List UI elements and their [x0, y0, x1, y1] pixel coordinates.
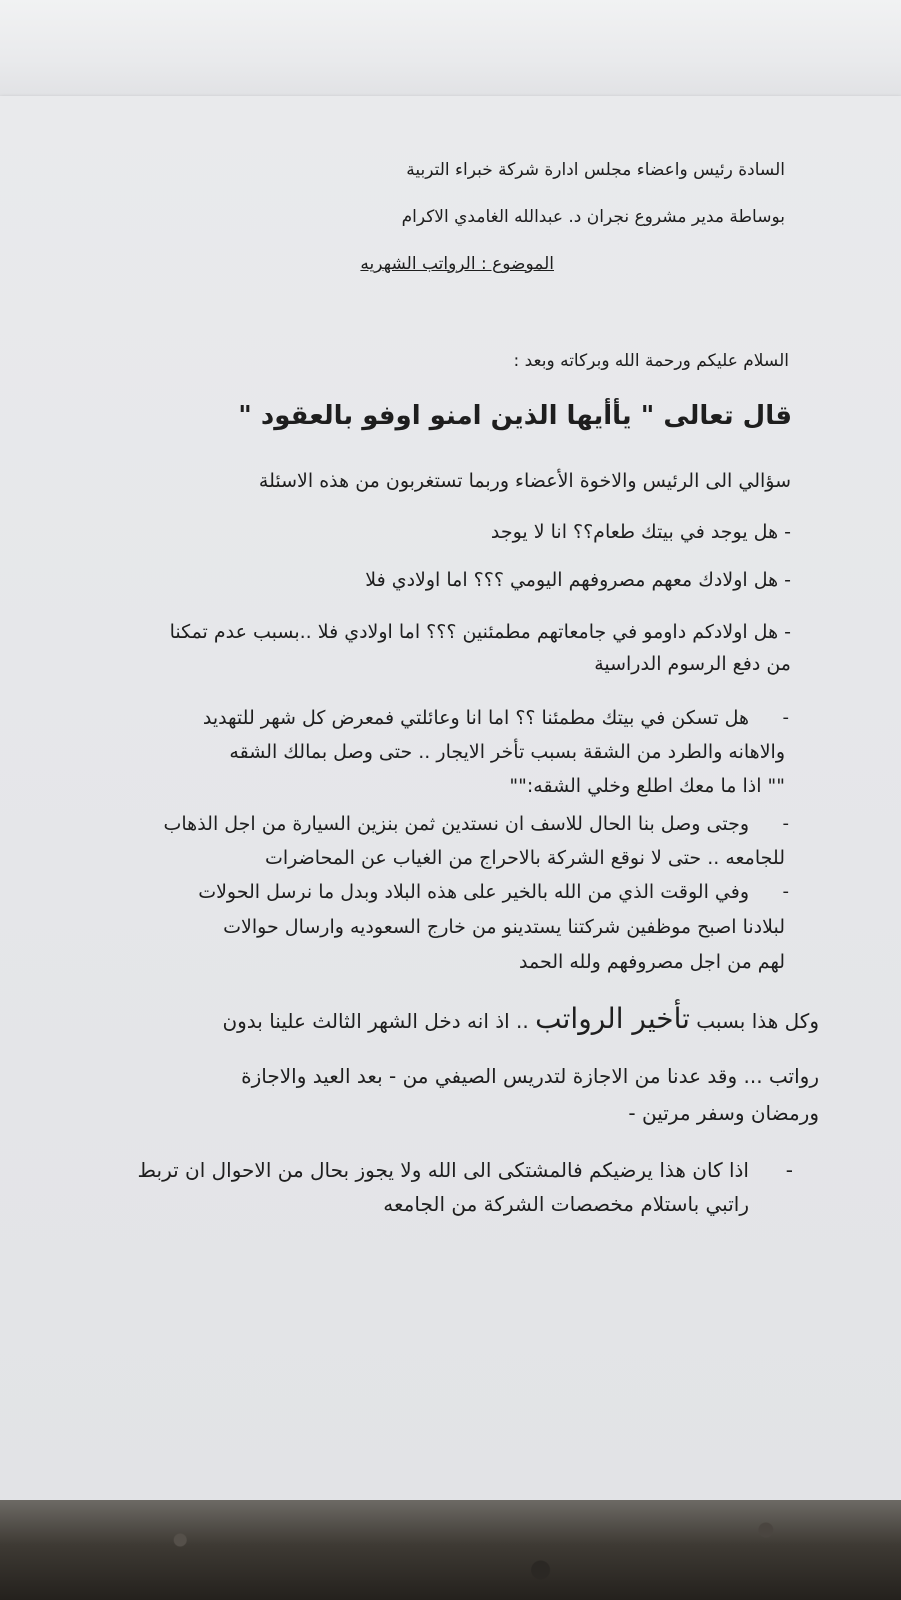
quran-verse: قال تعالى " يأأيها الذين امنو اوفو بالعقود " — [238, 401, 792, 431]
final-line-2: راتبي باستلام مخصصات الشركة من الجامعه — [383, 1192, 749, 1216]
bullet-3-line-2: لبلادنا اصبح موظفين شركتنا يستدينو من خارج السعوديه وارسال حوالات — [223, 916, 785, 938]
question-1: - هل يوجد في بيتك طعام؟؟ انا لا يوجد — [490, 521, 791, 543]
bullet-marker: - — [785, 1158, 793, 1182]
bullet-3-line-3: لهم من اجل مصروفهم ولله الحمد — [519, 951, 785, 973]
bullet-2-line-2: للجامعه .. حتى لا نوقع الشركة بالاحراج من الغياب عن المحاضرات — [265, 847, 785, 869]
cause-suffix: .. اذ انه دخل الشهر الثالث علينا بدون — [222, 1009, 536, 1033]
header-line-1: السادة رئيس واعضاء مجلس ادارة شركة خبراء التربية — [406, 160, 785, 180]
table-surface — [0, 1500, 901, 1600]
question-3: - هل اولادكم داومو في جامعاتهم مطمئنين ؟؟؟ اما اولادي فلا ..بسبب عدم تمكنا — [169, 621, 791, 643]
bullet-marker: - — [782, 881, 789, 902]
bullet-3-line-1: وفي الوقت الذي من الله بالخير على هذه البلاد وبدل ما نرسل الحولات — [198, 881, 749, 903]
header-line-2: بوساطة مدير مشروع نجران د. عبدالله الغامدي الاكرام — [401, 207, 785, 227]
final-line-1: اذا كان هذا يرضيكم فالمشتكى الى الله ولا يجوز بحال من الاحوال ان تربط — [137, 1158, 749, 1182]
question-3-continued: من دفع الرسوم الدراسية — [594, 653, 791, 675]
bullet-1-line-3: "" اذا ما معك اطلع وخلي الشقه:"" — [509, 775, 785, 797]
question-2: - هل اولادك معهم مصروفهم اليومي ؟؟؟ اما اولادي فلا — [365, 569, 791, 591]
bullet-marker: - — [782, 707, 789, 728]
cause-line-1 — [222, 1002, 819, 1035]
cause-emphasis: تأخير الرواتب — [535, 1002, 690, 1035]
subject-line: الموضوع : الرواتب الشهريه — [360, 254, 554, 274]
letter-page — [0, 96, 901, 1508]
cause-line-3: ورمضان وسفر مرتين - — [628, 1101, 819, 1125]
bullet-marker: - — [782, 813, 789, 834]
bullet-1-line-1: هل تسكن في بيتك مطمئنا ؟؟ اما انا وعائلتي فمعرض كل شهر للتهديد — [202, 707, 749, 729]
bullet-1-line-2: والاهانه والطرد من الشقة بسبب تأخر الايجار .. حتى وصل بمالك الشقه — [229, 741, 785, 763]
cause-prefix: وكل هذا بسبب — [689, 1009, 819, 1033]
plastic-sleeve-top — [0, 0, 901, 110]
bullet-2-line-1: وجتى وصل بنا الحال للاسف ان نستدين ثمن بنزين السيارة من اجل الذهاب — [163, 813, 749, 835]
intro-question: سؤالي الى الرئيس والاخوة الأعضاء وربما تستغربون من هذه الاسئلة — [258, 470, 791, 492]
cause-line-2: رواتب ... وقد عدنا من الاجازة لتدريس الصيفي من - بعد العيد والاجازة — [241, 1064, 819, 1088]
greeting: السلام عليكم ورحمة الله وبركاته وبعد : — [513, 351, 789, 371]
